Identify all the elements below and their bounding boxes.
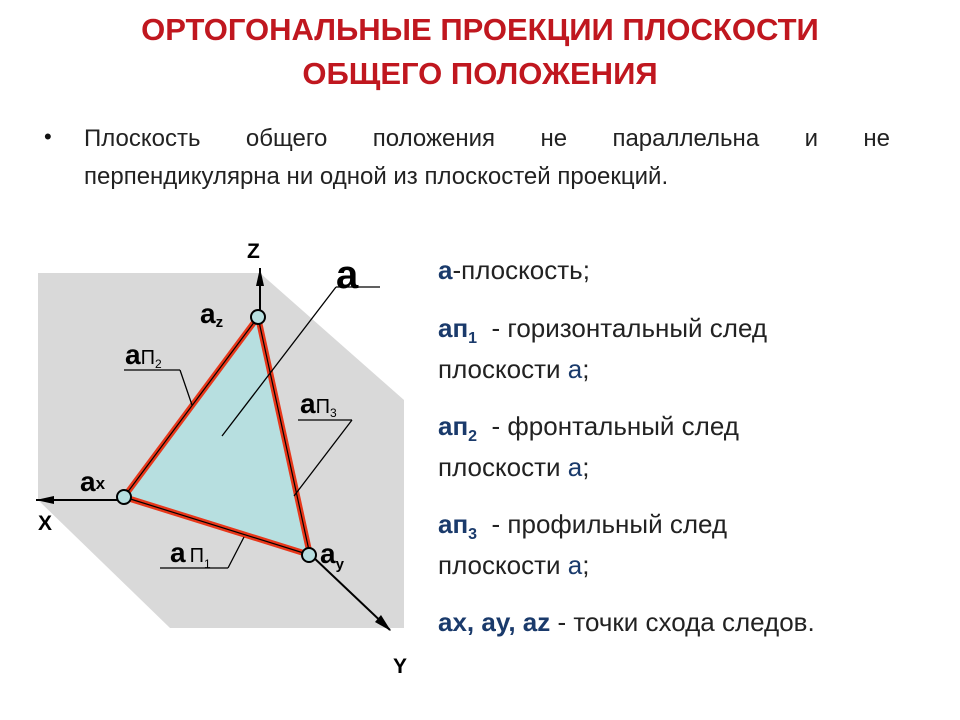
legend-symbol-ap3: aп [438, 509, 469, 539]
label-az: az [200, 298, 224, 331]
legend-text-ap2-cont: плоскости [438, 452, 568, 482]
axis-x-label: X [38, 512, 53, 535]
legend-text-ap3: - профильный след [477, 509, 728, 539]
label-ap2: aП2 [125, 339, 162, 371]
legend-end-ap2: ; [582, 452, 590, 482]
legend-symbol-ap2: aп [438, 411, 469, 441]
legend-row-ap2 [438, 411, 739, 445]
legend-row-ap2-cont [438, 452, 590, 483]
legend-sub-1: 1 [468, 330, 478, 347]
point-ay [302, 548, 316, 562]
intro-line-1: Плоскость общего положения не параллельна и не [84, 125, 890, 152]
legend-end-ap3: ; [582, 550, 590, 580]
plane-a-label: a [336, 253, 359, 297]
legend-row-plane [438, 255, 590, 286]
legend-symbol-a: a [438, 255, 453, 285]
point-az [251, 310, 265, 324]
axis-y-label: Y [393, 655, 408, 678]
legend-text-plane: -плоскость; [452, 255, 590, 285]
legend-text-ap2: - фронтальный след [477, 411, 739, 441]
legend-sub-2: 2 [468, 428, 478, 445]
label-ap3: aП3 [300, 388, 337, 420]
legend-a-ap1: a [567, 354, 583, 384]
label-ax: ax [80, 466, 106, 497]
legend-symbol-ap1: aп [438, 313, 469, 343]
legend-text-ap1: - горизонтальный след [477, 313, 768, 343]
label-ap1: a $П_1$ [170, 537, 211, 571]
legend-text-points: - точки схода следов. [550, 607, 815, 637]
intro-line-2: перпендикулярна ни одной из плоскостей проекций. [84, 163, 669, 190]
legend-sub-3: 3 [468, 526, 478, 543]
legend-a-ap3: a [567, 550, 583, 580]
title-line-2: ОБЩЕГО ПОЛОЖЕНИЯ [302, 56, 658, 91]
bullet-icon: • [44, 124, 52, 149]
legend-symbol-points: ax, ay, az [438, 607, 551, 637]
legend-end-ap1: ; [582, 354, 590, 384]
legend-a-ap2: a [567, 452, 583, 482]
axis-z-label: Z [247, 240, 260, 263]
legend-row-ap3-cont [438, 550, 590, 581]
point-ax [117, 490, 131, 504]
legend-text-ap1-cont: плоскости [438, 354, 568, 384]
legend-row-vanishing-points [438, 607, 815, 638]
legend-row-ap3 [438, 509, 728, 543]
legend-row-ap1 [438, 313, 768, 347]
label-ay: $a_y$ [320, 538, 344, 573]
legend-text-ap3-cont: плоскости [438, 550, 568, 580]
title-line-1: ОРТОГОНАЛЬНЫЕ ПРОЕКЦИИ ПЛОСКОСТИ [141, 12, 819, 47]
legend-row-ap1-cont [438, 354, 590, 385]
